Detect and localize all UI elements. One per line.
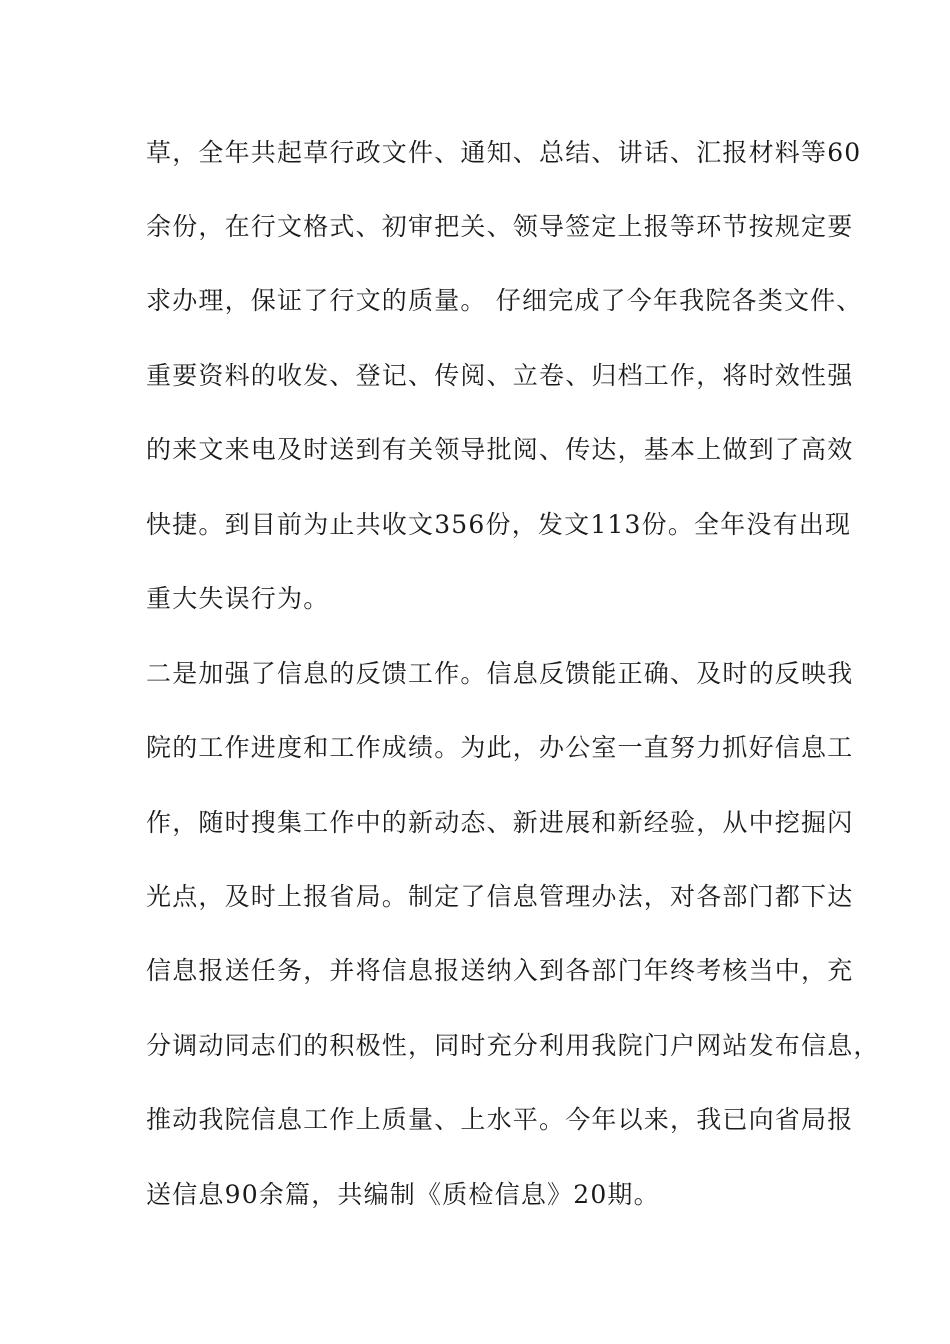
paragraph-line: 重大失误行为。 <box>146 584 330 613</box>
paragraph-line: 光点，及时上报省局。制定了信息管理办法，对各部门都下达 <box>146 882 854 911</box>
paragraph-line: 送信息90余篇，共编制《质检信息》20期。 <box>146 1180 660 1209</box>
paragraph-line: 求办理，保证了行文的质量。 仔细完成了今年我院各类文件、 <box>146 286 863 315</box>
paragraph-line: 推动我院信息工作上质量、上水平。今年以来，我已向省局报 <box>146 1105 854 1134</box>
paragraph-line: 分调动同志们的积极性，同时充分利用我院门户网站发布信息， <box>146 1031 880 1060</box>
paragraph-line: 作，随时搜集工作中的新动态、新进展和新经验，从中挖掘闪 <box>146 808 854 837</box>
paragraph-line: 二是加强了信息的反馈工作。信息反馈能正确、及时的反映我 <box>146 659 854 688</box>
paragraph-line: 信息报送任务，并将信息报送纳入到各部门年终考核当中，充 <box>146 956 854 985</box>
paragraph-line: 草，全年共起草行政文件、通知、总结、讲话、汇报材料等60 <box>146 138 862 167</box>
paragraph-line: 的来文来电及时送到有关领导批阅、传达，基本上做到了高效 <box>146 435 854 464</box>
paragraph-line: 余份，在行文格式、初审把关、领导签定上报等环节按规定要 <box>146 212 854 241</box>
paragraph-line: 院的工作进度和工作成绩。为此，办公室一直努力抓好信息工 <box>146 733 854 762</box>
paragraph-line: 重要资料的收发、登记、传阅、立卷、归档工作，将时效性强 <box>146 361 854 390</box>
paragraph-line: 快捷。到目前为止共收文356份，发文113份。全年没有出现 <box>146 510 852 539</box>
